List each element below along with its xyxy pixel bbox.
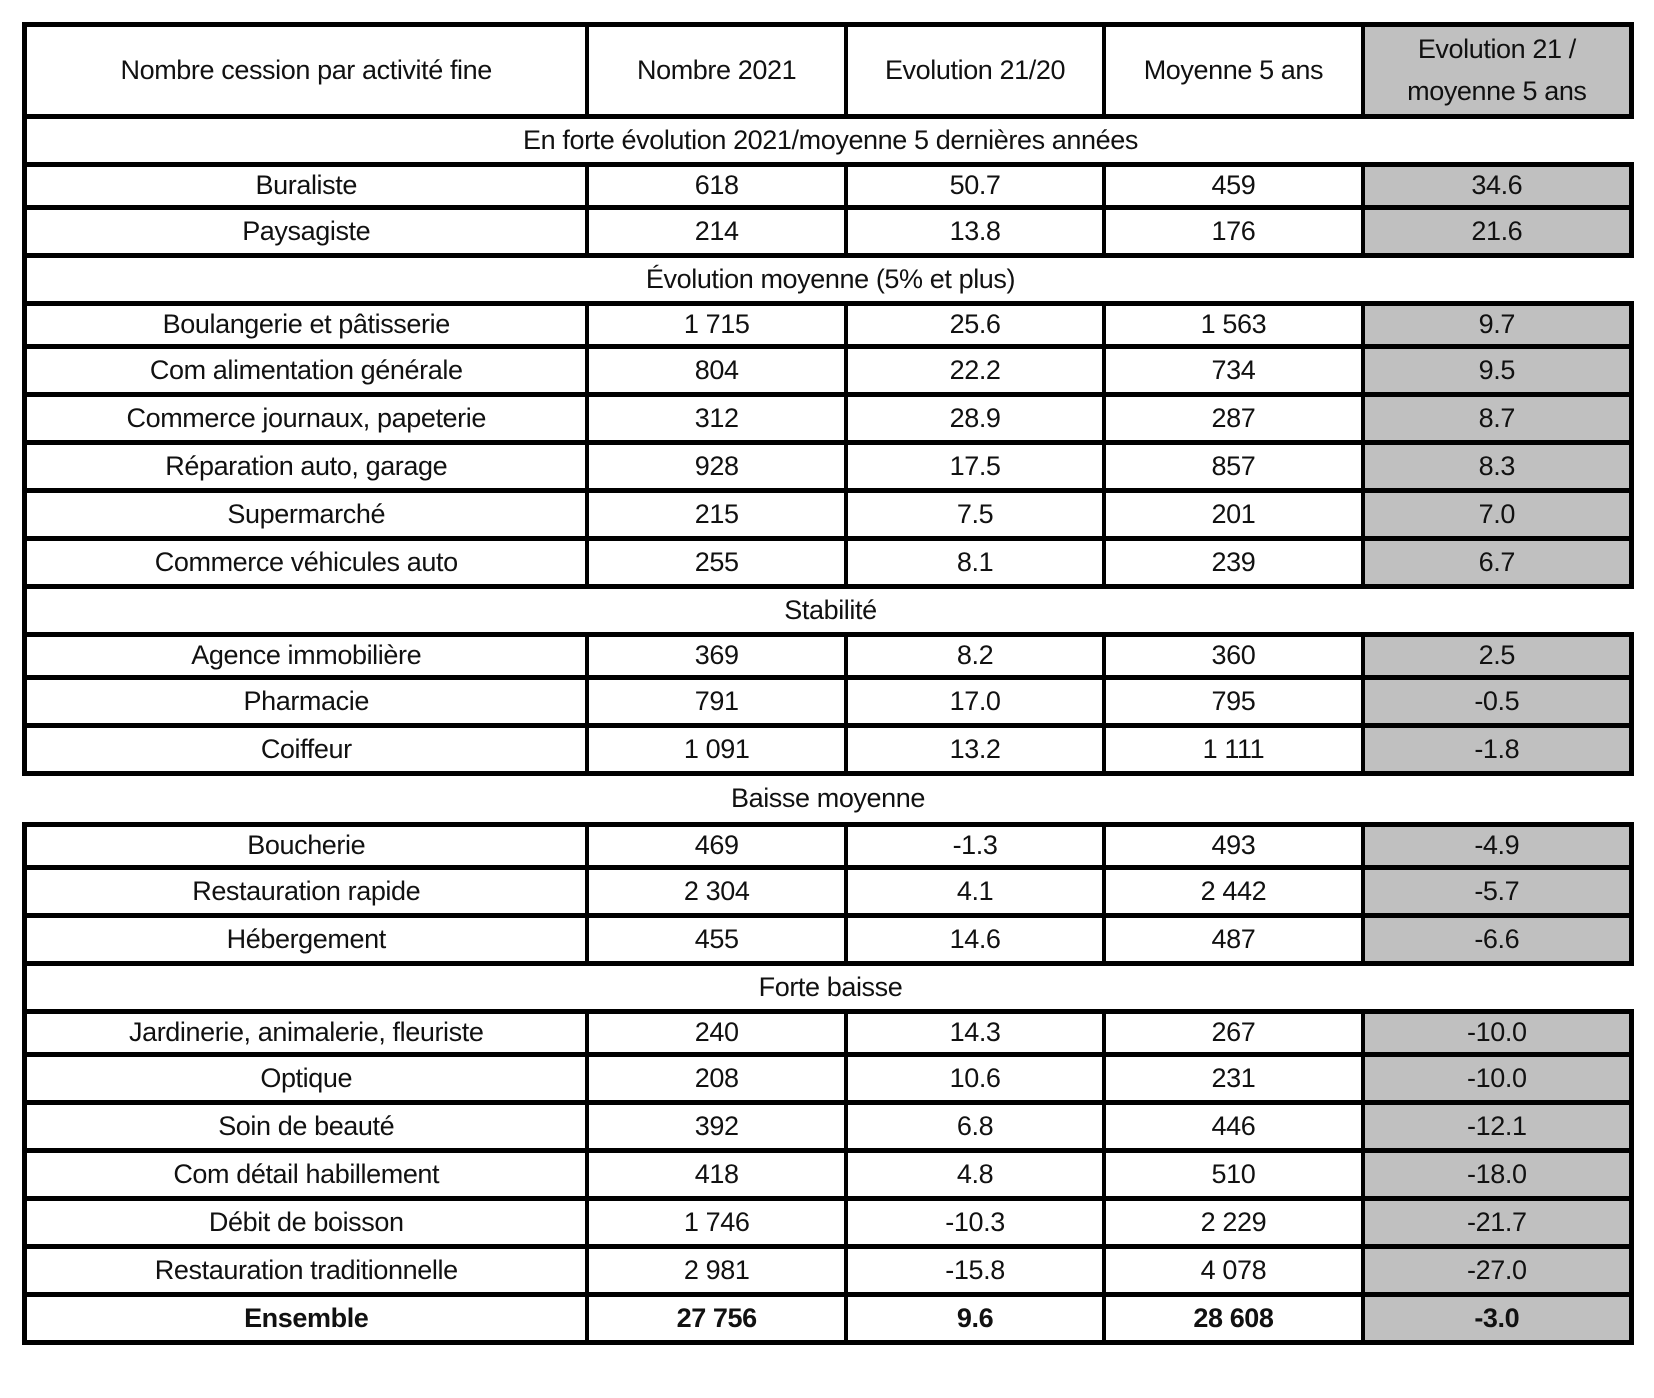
table-row [22, 1009, 1634, 1057]
section-title: En forte évolution 2021/moyenne 5 dernières années [523, 124, 1138, 155]
average-5y-cell: 446 [1106, 1105, 1364, 1148]
header-evolution-vs-average: Evolution 21 / moyenne 5 ans [1365, 27, 1629, 114]
evolution-21-20-cell: 13.8 [848, 210, 1106, 253]
evolution-21-20-cell: 25.6 [848, 306, 1106, 344]
count-2021-cell: 369 [589, 637, 847, 675]
count-2021-cell: 928 [589, 445, 847, 488]
activity-cell: Jardinerie, animalerie, fleuriste [27, 1014, 589, 1052]
section-header [22, 966, 1634, 1009]
count-2021-cell: 2 981 [589, 1249, 847, 1292]
activity-cell: Paysagiste [27, 210, 589, 253]
table-row [22, 1249, 1634, 1297]
average-5y-cell: 734 [1106, 349, 1364, 392]
activity-cell: Boulangerie et pâtisserie [27, 306, 589, 344]
header-evolution-21-20: Evolution 21/20 [848, 27, 1106, 114]
table-row [22, 918, 1634, 966]
count-2021-cell: 1 091 [589, 728, 847, 771]
activity-cell: Soin de beauté [27, 1105, 589, 1148]
count-2021-cell: 804 [589, 349, 847, 392]
activity-cell: Boucherie [27, 827, 589, 865]
evolution-21-20-cell: -10.3 [848, 1201, 1106, 1244]
evolution-vs-average-cell: 7.0 [1365, 493, 1629, 536]
evolution-21-20-cell: 8.1 [848, 541, 1106, 584]
evolution-21-20-cell: 4.8 [848, 1153, 1106, 1196]
table-row [22, 541, 1634, 589]
evolution-21-20-cell: 17.0 [848, 680, 1106, 723]
count-2021-cell: 392 [589, 1105, 847, 1148]
count-2021-cell: 1 746 [589, 1201, 847, 1244]
count-2021-cell: 208 [589, 1057, 847, 1100]
evolution-vs-average-cell: -0.5 [1365, 680, 1629, 723]
average-5y-cell: 4 078 [1106, 1249, 1364, 1292]
average-5y-cell: 239 [1106, 541, 1364, 584]
table-row [22, 210, 1634, 258]
evolution-vs-average-cell: -12.1 [1365, 1105, 1629, 1148]
activity-cell: Com alimentation générale [27, 349, 589, 392]
header-average-5y: Moyenne 5 ans [1106, 27, 1364, 114]
average-5y-cell: 795 [1106, 680, 1364, 723]
evolution-vs-average-cell: -10.0 [1365, 1014, 1629, 1052]
evolution-21-20-cell: 50.7 [848, 167, 1106, 205]
average-5y-cell: 360 [1106, 637, 1364, 675]
count-2021-cell: 618 [589, 167, 847, 205]
count-2021-cell: 312 [589, 397, 847, 440]
evolution-vs-average-cell: 34.6 [1365, 167, 1629, 205]
activity-cell: Réparation auto, garage [27, 445, 589, 488]
count-2021-cell: 418 [589, 1153, 847, 1196]
table-header [22, 22, 1634, 119]
average-5y-cell: 287 [1106, 397, 1364, 440]
table-row [22, 397, 1634, 445]
total-activity-cell: Ensemble [27, 1297, 589, 1340]
header-count-2021: Nombre 2021 [589, 27, 847, 114]
evolution-vs-average-cell: -1.8 [1365, 728, 1629, 771]
activity-cell: Débit de boisson [27, 1201, 589, 1244]
average-5y-cell: 1 111 [1106, 728, 1364, 771]
table-row [22, 301, 1634, 349]
evolution-vs-average-cell: -10.0 [1365, 1057, 1629, 1100]
section-title: Baisse moyenne [730, 783, 925, 814]
evolution-vs-average-cell: 8.7 [1365, 397, 1629, 440]
count-2021-cell: 455 [589, 918, 847, 961]
section-title: Stabilité [784, 594, 877, 625]
activity-cell: Commerce journaux, papeterie [27, 397, 589, 440]
evolution-21-20-cell: 6.8 [848, 1105, 1106, 1148]
evolution-21-20-cell: -1.3 [848, 827, 1106, 865]
total-evolution-vs-average-cell: -3.0 [1365, 1297, 1629, 1340]
activity-cell: Supermarché [27, 493, 589, 536]
average-5y-cell: 459 [1106, 167, 1364, 205]
table-row [22, 728, 1634, 776]
activity-cell: Restauration traditionnelle [27, 1249, 589, 1292]
cession-table [22, 22, 1634, 1345]
average-5y-cell: 857 [1106, 445, 1364, 488]
section-header [22, 589, 1634, 632]
evolution-21-20-cell: 10.6 [848, 1057, 1106, 1100]
average-5y-cell: 2 229 [1106, 1201, 1364, 1244]
table-row [22, 1201, 1634, 1249]
section-title: Évolution moyenne (5% et plus) [645, 263, 1016, 294]
average-5y-cell: 510 [1106, 1153, 1364, 1196]
table-body [22, 119, 1634, 1345]
average-5y-cell: 176 [1106, 210, 1364, 253]
total-average-5y-cell: 28 608 [1106, 1297, 1364, 1340]
table-row [22, 1153, 1634, 1201]
table-row [22, 493, 1634, 541]
header-activity: Nombre cession par activité fine [27, 27, 589, 114]
section-header [22, 776, 1634, 822]
count-2021-cell: 469 [589, 827, 847, 865]
table-row [22, 632, 1634, 680]
evolution-21-20-cell: 14.3 [848, 1014, 1106, 1052]
average-5y-cell: 267 [1106, 1014, 1364, 1052]
evolution-21-20-cell: 7.5 [848, 493, 1106, 536]
count-2021-cell: 791 [589, 680, 847, 723]
activity-cell: Pharmacie [27, 680, 589, 723]
section-title: Forte baisse [758, 971, 903, 1002]
evolution-vs-average-cell: -18.0 [1365, 1153, 1629, 1196]
table-row [22, 1057, 1634, 1105]
table-row [22, 870, 1634, 918]
evolution-vs-average-cell: 2.5 [1365, 637, 1629, 675]
activity-cell: Optique [27, 1057, 589, 1100]
evolution-21-20-cell: 22.2 [848, 349, 1106, 392]
table-row [22, 1105, 1634, 1153]
count-2021-cell: 215 [589, 493, 847, 536]
activity-cell: Buraliste [27, 167, 589, 205]
average-5y-cell: 2 442 [1106, 870, 1364, 913]
count-2021-cell: 2 304 [589, 870, 847, 913]
average-5y-cell: 231 [1106, 1057, 1364, 1100]
evolution-21-20-cell: 8.2 [848, 637, 1106, 675]
evolution-vs-average-cell: -4.9 [1365, 827, 1629, 865]
evolution-vs-average-cell: -21.7 [1365, 1201, 1629, 1244]
evolution-vs-average-cell: -6.6 [1365, 918, 1629, 961]
evolution-21-20-cell: 17.5 [848, 445, 1106, 488]
activity-cell: Restauration rapide [27, 870, 589, 913]
evolution-vs-average-cell: 21.6 [1365, 210, 1629, 253]
evolution-21-20-cell: -15.8 [848, 1249, 1106, 1292]
section-header [22, 119, 1634, 162]
table-row [22, 162, 1634, 210]
evolution-vs-average-cell: 9.5 [1365, 349, 1629, 392]
activity-cell: Agence immobilière [27, 637, 589, 675]
average-5y-cell: 201 [1106, 493, 1364, 536]
count-2021-cell: 1 715 [589, 306, 847, 344]
table-row [22, 445, 1634, 493]
total-count-2021-cell: 27 756 [589, 1297, 847, 1340]
count-2021-cell: 214 [589, 210, 847, 253]
activity-cell: Coiffeur [27, 728, 589, 771]
evolution-21-20-cell: 28.9 [848, 397, 1106, 440]
activity-cell: Hébergement [27, 918, 589, 961]
average-5y-cell: 1 563 [1106, 306, 1364, 344]
count-2021-cell: 255 [589, 541, 847, 584]
evolution-vs-average-cell: 6.7 [1365, 541, 1629, 584]
section-header [22, 258, 1634, 301]
evolution-vs-average-cell: -5.7 [1365, 870, 1629, 913]
evolution-vs-average-cell: -27.0 [1365, 1249, 1629, 1292]
evolution-21-20-cell: 13.2 [848, 728, 1106, 771]
total-row [22, 1297, 1634, 1345]
evolution-21-20-cell: 4.1 [848, 870, 1106, 913]
table-row [22, 349, 1634, 397]
table-row [22, 680, 1634, 728]
count-2021-cell: 240 [589, 1014, 847, 1052]
table-row [22, 822, 1634, 870]
evolution-21-20-cell: 14.6 [848, 918, 1106, 961]
evolution-vs-average-cell: 9.7 [1365, 306, 1629, 344]
total-evolution-21-20-cell: 9.6 [848, 1297, 1106, 1340]
average-5y-cell: 487 [1106, 918, 1364, 961]
evolution-vs-average-cell: 8.3 [1365, 445, 1629, 488]
average-5y-cell: 493 [1106, 827, 1364, 865]
activity-cell: Commerce véhicules auto [27, 541, 589, 584]
activity-cell: Com détail habillement [27, 1153, 589, 1196]
